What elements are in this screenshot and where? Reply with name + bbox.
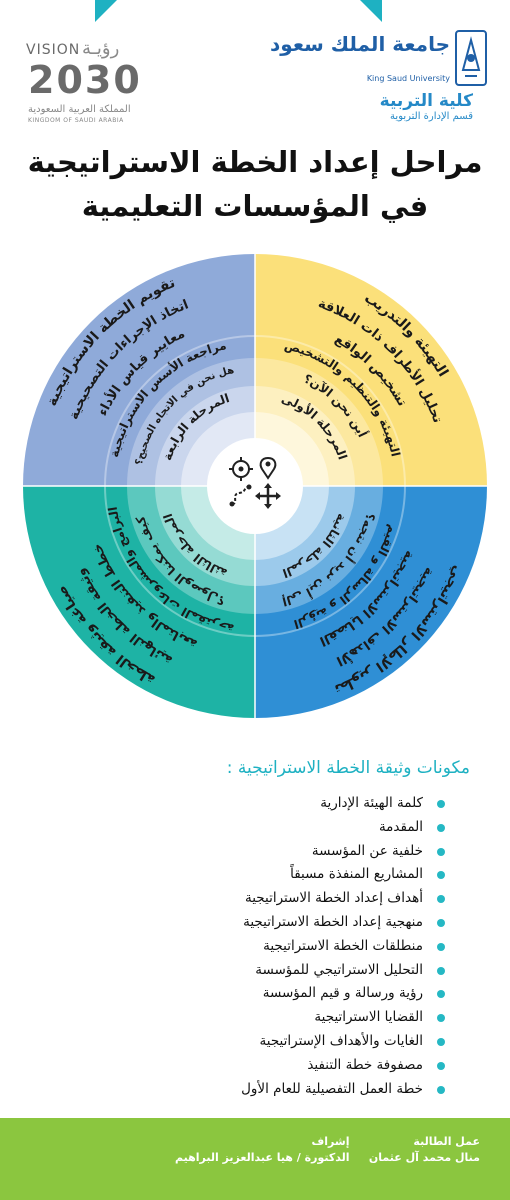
component-item-label: أهداف إعداد الخطة الاستراتيجية: [244, 890, 423, 907]
component-item: [185, 935, 445, 959]
student-name: منال محمد آل عثمان: [368, 1151, 480, 1164]
component-item: [185, 887, 445, 911]
wheel-question-top-left-text: هل نحن في الاتجاه الصحيح؟: [133, 364, 236, 467]
ksu-logo: [270, 30, 490, 90]
ksu-emblem-icon: [455, 30, 487, 86]
vision-ar: رؤيـة: [82, 38, 120, 59]
wheel-item-top-left-text: تقويم الخطة الاستراتيجية: [43, 274, 178, 409]
wheel-stage-top-left-text: المرحلة الرابعة: [160, 391, 232, 463]
bullet-icon: [437, 990, 445, 998]
component-item-label: كلمة الهيئة الإدارية: [320, 795, 423, 811]
wheel-stage-bottom-right-text: المرحلة الثانية: [280, 511, 350, 581]
component-item: [185, 911, 445, 935]
wheel-item-bottom-right-text: تطوير الإطار الاستراتيجي: [332, 563, 467, 698]
bullet-icon: [437, 919, 445, 927]
component-item-label: المقدمة: [378, 818, 423, 835]
component-item-label: مصفوفة خطة التنفيذ: [307, 1056, 423, 1073]
corner-triangle-icon: [95, 0, 117, 22]
bullet-icon: [437, 895, 445, 903]
student-label: عمل الطالبة: [413, 1135, 480, 1148]
supervisor-label: إشراف: [311, 1135, 350, 1148]
component-item: [185, 959, 445, 983]
wheel-item-bottom-left-text: صياغة وثيقة الخطة: [53, 582, 159, 688]
strategic-planning-wheel: [0, 240, 510, 730]
bullet-icon: [437, 943, 445, 951]
footer: [0, 1118, 510, 1200]
component-item-label: المشاريع المنفذة مسبقاً: [290, 866, 423, 883]
component-item-label: رؤية ورسالة و قيم المؤسسة: [262, 985, 423, 1002]
component-item: [185, 816, 445, 840]
supervisor-credit: [175, 1134, 349, 1166]
wheel-item-bottom-left-text: وثيقة الخطة النهائية: [73, 565, 176, 668]
component-item: [185, 840, 445, 864]
bullet-icon: [437, 871, 445, 879]
wheel-item-top-left-text: اتخاذ الإجراءات التصحيحية: [66, 297, 191, 422]
wheel-item-top-left-text: معايير قياس الأداء: [95, 326, 188, 419]
kingdom-name-ar: المملكة العربية السعودية: [28, 104, 131, 115]
ksu-name-ar: جامعة الملك سعود: [270, 32, 450, 56]
bullet-icon: [437, 800, 445, 808]
wheel-question-bottom-right-text: إلى أين نريد أن نتجه؟: [280, 511, 378, 609]
wheel-item-top-right-text: تحليل الأطراف ذات العلاقة: [315, 296, 445, 425]
kingdom-name-en: KINGDOM OF SAUDI ARABIA: [28, 117, 124, 124]
component-item-label: خلفية عن المؤسسة: [311, 842, 423, 859]
component-item-label: القضايا الاستراتيجية: [314, 1009, 423, 1026]
components-heading: مكونات وثيقة الخطة الاستراتيجية :: [226, 758, 470, 778]
bullet-icon: [437, 824, 445, 832]
wheel-stage-bottom-left-text: المرحلة الثالثة: [160, 511, 230, 581]
wheel-stage-top-right-text: المرحلة الأولى: [279, 391, 350, 462]
page-title: [20, 140, 490, 228]
wheel-item-top-right-text: تشخيص الواقع: [332, 331, 410, 409]
component-item-label: الغايات والأهداف الإستراتيجية: [259, 1032, 423, 1049]
wheel-item-bottom-right-text: القضايا الاستراتيجية: [317, 548, 418, 649]
vision-en: VISION: [26, 42, 81, 58]
components-list: [185, 792, 445, 1101]
component-item-label: منطلقات الخطة الاستراتيجية: [263, 937, 423, 954]
component-item: [185, 982, 445, 1006]
component-item-label: خطة العمل التفصيلية للعام الأول: [241, 1080, 423, 1097]
wheel-item-bottom-left-text: البرامج والمشروعات المقترحة: [105, 505, 236, 636]
component-item: [185, 1054, 445, 1078]
title-line-2: في المؤسسات التعليمية: [81, 189, 429, 223]
bullet-icon: [437, 848, 445, 856]
component-item: [185, 1030, 445, 1054]
bullet-icon: [437, 967, 445, 975]
department-name: قسم الإدارة التربوية: [390, 111, 473, 122]
component-item: [185, 792, 445, 816]
wheel-item-top-left-text: مراجعة الأسس الاستراتيجية: [107, 338, 228, 459]
corner-triangle-icon: [360, 0, 382, 22]
component-item: [185, 1006, 445, 1030]
vision-2030-logo: [12, 38, 142, 122]
wheel-item-top-right-text: التهيئة والتدريب: [361, 290, 451, 380]
bullet-icon: [437, 1014, 445, 1022]
wheel-question-bottom-left-text: كيف يمكننا الوصول؟: [133, 514, 227, 608]
college-name: كلية التربية: [379, 91, 473, 111]
supervisor-name: الدكتورة / هيا عبدالعزيز البراهيم: [175, 1151, 350, 1164]
vision-year: 2030: [28, 58, 142, 102]
wheel-item-top-right-text: التهيئة والتنظيم والتشخيص: [282, 338, 403, 458]
title-line-1: مراحل إعداد الخطة الاستراتيجية: [27, 145, 483, 179]
ksu-name-en: King Saud University: [366, 74, 450, 83]
component-item: [185, 863, 445, 887]
component-item-label: منهجية إعداد الخطة الاستراتيجية: [243, 913, 423, 930]
wheel-question-top-right-text: أين نحن الآن؟: [301, 371, 370, 440]
bullet-icon: [437, 1062, 445, 1070]
wheel-item-bottom-right-text: الأهداف الاستراتيجية: [333, 564, 438, 669]
college-label: [380, 92, 473, 124]
bullet-icon: [437, 1086, 445, 1094]
wheel-item-bottom-left-text: خطط التنفيذ والمتابعة: [89, 541, 200, 652]
wheel-item-bottom-right-text: الرؤية و الرسالة و القيم: [292, 523, 401, 632]
component-item-label: التحليل الاستراتيجي للمؤسسة: [255, 961, 423, 978]
component-item: [185, 1078, 445, 1102]
student-credit: [369, 1134, 480, 1166]
bullet-icon: [437, 1038, 445, 1046]
